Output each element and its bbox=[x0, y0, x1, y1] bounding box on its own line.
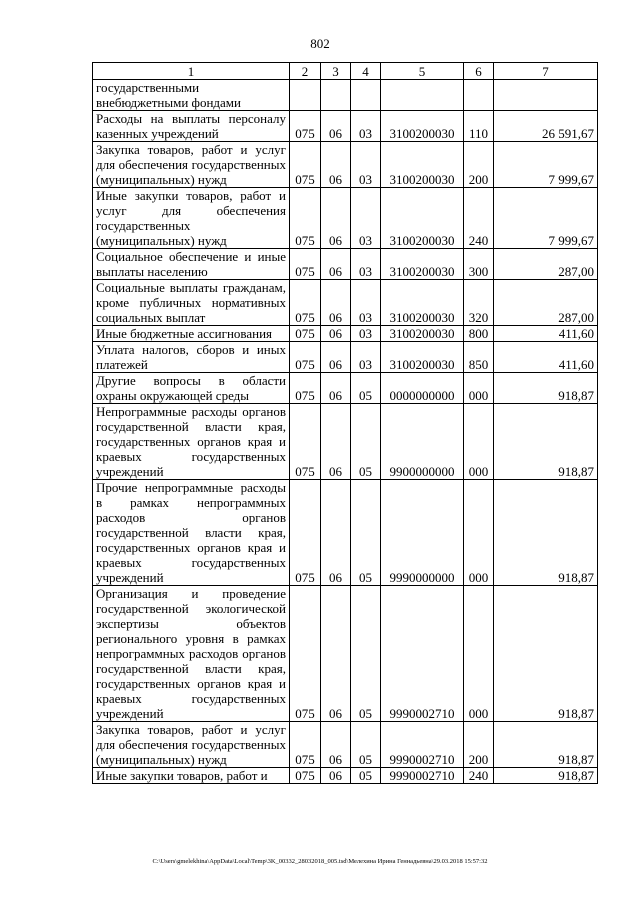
header-cell: 4 bbox=[351, 63, 381, 80]
code-cell: 075 bbox=[290, 188, 321, 249]
target-article-cell: 9990002710 bbox=[381, 768, 464, 784]
code-cell: 075 bbox=[290, 142, 321, 188]
target-article-cell: 3100200030 bbox=[381, 111, 464, 142]
code-cell bbox=[290, 80, 321, 111]
target-article-cell: 0000000000 bbox=[381, 373, 464, 404]
table-row bbox=[93, 326, 598, 342]
expense-type-cell: 300 bbox=[464, 249, 494, 280]
code-cell: 075 bbox=[290, 722, 321, 768]
section-cell: 06 bbox=[321, 722, 351, 768]
row-name-cell: Социальные выплаты гражданам, кроме публичных нормативных социальных выплат bbox=[93, 280, 290, 326]
expense-type-cell: 200 bbox=[464, 722, 494, 768]
subsection-cell: 03 bbox=[351, 326, 381, 342]
row-name-cell: Иные закупки товаров, работ и услуг для обеспечения государственных (муниципальных) нужд bbox=[93, 188, 290, 249]
section-cell: 06 bbox=[321, 404, 351, 480]
file-path-footer: C:\Users\gmelekhina\AppData\Local\Temp\3K_00332_28032018_005.tsd\Мелехина Ирина Геннадьевна\29.03.2018 15:57:32 bbox=[152, 858, 488, 865]
table-row bbox=[93, 80, 598, 111]
target-article-cell bbox=[381, 80, 464, 111]
table-row bbox=[93, 188, 598, 249]
expense-type-cell: 000 bbox=[464, 404, 494, 480]
expense-type-cell: 240 bbox=[464, 768, 494, 784]
target-article-cell: 3100200030 bbox=[381, 249, 464, 280]
amount-cell bbox=[494, 80, 598, 111]
budget-table bbox=[92, 62, 598, 784]
subsection-cell: 03 bbox=[351, 342, 381, 373]
header-cell: 7 bbox=[494, 63, 598, 80]
expense-type-cell: 800 bbox=[464, 326, 494, 342]
amount-cell: 918,87 bbox=[494, 722, 598, 768]
header-cell: 6 bbox=[464, 63, 494, 80]
amount-cell: 287,00 bbox=[494, 249, 598, 280]
expense-type-cell: 240 bbox=[464, 188, 494, 249]
expense-type-cell: 320 bbox=[464, 280, 494, 326]
target-article-cell: 3100200030 bbox=[381, 280, 464, 326]
header-cell: 3 bbox=[321, 63, 351, 80]
expense-type-cell bbox=[464, 80, 494, 111]
row-name-cell: Прочие непрограммные расходы в рамках непрограммных расходов органов государственной власти края, государственных органов края и краевых государственных учреждений bbox=[93, 480, 290, 586]
amount-cell: 918,87 bbox=[494, 373, 598, 404]
row-name-cell: Непрограммные расходы органов государственной власти края, государственных органов края и краевых государственных учреждений bbox=[93, 404, 290, 480]
code-cell: 075 bbox=[290, 480, 321, 586]
header-cell: 5 bbox=[381, 63, 464, 80]
amount-cell: 7 999,67 bbox=[494, 142, 598, 188]
code-cell: 075 bbox=[290, 326, 321, 342]
table-body bbox=[93, 80, 598, 784]
table-row bbox=[93, 480, 598, 586]
subsection-cell: 03 bbox=[351, 142, 381, 188]
section-cell: 06 bbox=[321, 142, 351, 188]
amount-cell: 918,87 bbox=[494, 768, 598, 784]
expense-type-cell: 110 bbox=[464, 111, 494, 142]
section-cell: 06 bbox=[321, 586, 351, 722]
header-cell: 1 bbox=[93, 63, 290, 80]
amount-cell: 7 999,67 bbox=[494, 188, 598, 249]
target-article-cell: 9900000000 bbox=[381, 404, 464, 480]
subsection-cell: 03 bbox=[351, 188, 381, 249]
table-row bbox=[93, 768, 598, 784]
section-cell: 06 bbox=[321, 480, 351, 586]
section-cell: 06 bbox=[321, 768, 351, 784]
target-article-cell: 3100200030 bbox=[381, 142, 464, 188]
subsection-cell: 05 bbox=[351, 404, 381, 480]
section-cell: 06 bbox=[321, 280, 351, 326]
code-cell: 075 bbox=[290, 768, 321, 784]
table-row bbox=[93, 373, 598, 404]
amount-cell: 918,87 bbox=[494, 404, 598, 480]
target-article-cell: 3100200030 bbox=[381, 188, 464, 249]
table-row bbox=[93, 249, 598, 280]
code-cell: 075 bbox=[290, 111, 321, 142]
subsection-cell: 05 bbox=[351, 373, 381, 404]
table-row bbox=[93, 404, 598, 480]
amount-cell: 26 591,67 bbox=[494, 111, 598, 142]
target-article-cell: 9990002710 bbox=[381, 722, 464, 768]
subsection-cell: 05 bbox=[351, 480, 381, 586]
code-cell: 075 bbox=[290, 404, 321, 480]
table-row bbox=[93, 142, 598, 188]
row-name-cell: Расходы на выплаты персоналу казенных учреждений bbox=[93, 111, 290, 142]
expense-type-cell: 850 bbox=[464, 342, 494, 373]
target-article-cell: 9990000000 bbox=[381, 480, 464, 586]
code-cell: 075 bbox=[290, 586, 321, 722]
code-cell: 075 bbox=[290, 373, 321, 404]
section-cell bbox=[321, 80, 351, 111]
expense-type-cell: 000 bbox=[464, 373, 494, 404]
row-name-cell: Закупка товаров, работ и услуг для обеспечения государственных (муниципальных) нужд bbox=[93, 142, 290, 188]
amount-cell: 918,87 bbox=[494, 586, 598, 722]
amount-cell: 411,60 bbox=[494, 342, 598, 373]
section-cell: 06 bbox=[321, 373, 351, 404]
subsection-cell bbox=[351, 80, 381, 111]
section-cell: 06 bbox=[321, 188, 351, 249]
table-header-row bbox=[93, 63, 598, 80]
target-article-cell: 9990002710 bbox=[381, 586, 464, 722]
row-name-cell: Закупка товаров, работ и услуг для обеспечения государственных (муниципальных) нужд bbox=[93, 722, 290, 768]
row-name-cell: Социальное обеспечение и иные выплаты населению bbox=[93, 249, 290, 280]
row-name-cell: Иные закупки товаров, работ и bbox=[93, 768, 290, 784]
table-row bbox=[93, 342, 598, 373]
row-name-cell: Уплата налогов, сборов и иных платежей bbox=[93, 342, 290, 373]
row-name-cell: Другие вопросы в области охраны окружающей среды bbox=[93, 373, 290, 404]
subsection-cell: 05 bbox=[351, 586, 381, 722]
header-cell: 2 bbox=[290, 63, 321, 80]
subsection-cell: 03 bbox=[351, 249, 381, 280]
subsection-cell: 03 bbox=[351, 280, 381, 326]
row-name-cell: Организация и проведение государственной экологической экспертизы объектов регионального уровня в рамках непрограммных расходов органов государственной власти края, государственных органов края и краевых государственных учреждений bbox=[93, 586, 290, 722]
subsection-cell: 05 bbox=[351, 768, 381, 784]
section-cell: 06 bbox=[321, 111, 351, 142]
page-number: 802 bbox=[310, 36, 330, 51]
table-row bbox=[93, 722, 598, 768]
row-name-cell: Иные бюджетные ассигнования bbox=[93, 326, 290, 342]
subsection-cell: 03 bbox=[351, 111, 381, 142]
subsection-cell: 05 bbox=[351, 722, 381, 768]
table-row bbox=[93, 586, 598, 722]
table-row bbox=[93, 111, 598, 142]
amount-cell: 287,00 bbox=[494, 280, 598, 326]
section-cell: 06 bbox=[321, 326, 351, 342]
target-article-cell: 3100200030 bbox=[381, 326, 464, 342]
code-cell: 075 bbox=[290, 342, 321, 373]
section-cell: 06 bbox=[321, 249, 351, 280]
code-cell: 075 bbox=[290, 280, 321, 326]
section-cell: 06 bbox=[321, 342, 351, 373]
expense-type-cell: 200 bbox=[464, 142, 494, 188]
code-cell: 075 bbox=[290, 249, 321, 280]
target-article-cell: 3100200030 bbox=[381, 342, 464, 373]
table-row bbox=[93, 280, 598, 326]
expense-type-cell: 000 bbox=[464, 586, 494, 722]
expense-type-cell: 000 bbox=[464, 480, 494, 586]
row-name-cell: государственными внебюджетными фондами bbox=[93, 80, 290, 111]
amount-cell: 411,60 bbox=[494, 326, 598, 342]
amount-cell: 918,87 bbox=[494, 480, 598, 586]
